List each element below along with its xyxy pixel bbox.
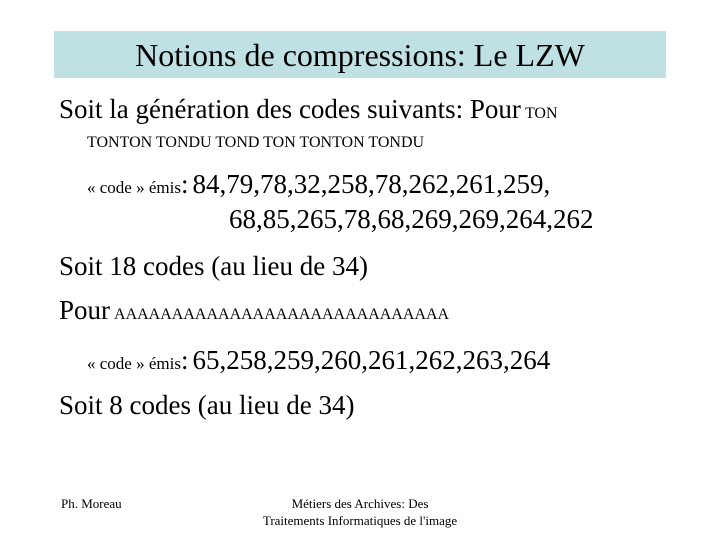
code-label-2: « code » émis	[87, 354, 181, 373]
intro-line	[59, 96, 558, 123]
footer-course-line2: Traitements Informatiques de l'image	[262, 512, 458, 528]
codes1-line1	[87, 171, 550, 198]
code-colon: :	[180, 169, 189, 199]
codes1-values-line2: 68,85,265,78,68,269,269,264,262	[229, 204, 594, 234]
example1-continuation: TONTON TONDU TOND TON TONTON TONDU	[87, 134, 425, 151]
slide-title: Notions de compressions: Le LZW	[135, 36, 585, 73]
codes2-line	[87, 347, 550, 374]
intro-text: Soit la génération des codes suivants: Pour	[59, 94, 521, 124]
example2-text: AAAAAAAAAAAAAAAAAAAAAAAAAAAAA	[114, 306, 450, 323]
footer-course-line1: Métiers des Archives: Des	[291, 496, 429, 511]
code-colon-2: :	[180, 345, 189, 375]
code-label: « code » émis	[87, 178, 181, 197]
result1-text: Soit 18 codes (au lieu de 34)	[59, 251, 368, 281]
example2-line	[59, 297, 449, 324]
footer-course	[256, 496, 464, 530]
codes1-values-line1: 84,79,78,32,258,78,262,261,259,	[192, 169, 551, 199]
title-bar	[54, 31, 666, 78]
example1-start: TON	[524, 105, 558, 122]
result2-text: Soit 8 codes (au lieu de 34)	[59, 390, 355, 420]
pour-text: Pour	[59, 295, 111, 325]
codes2-values: 65,258,259,260,261,262,263,264	[192, 345, 551, 375]
footer-author: Ph. Moreau	[61, 496, 122, 511]
